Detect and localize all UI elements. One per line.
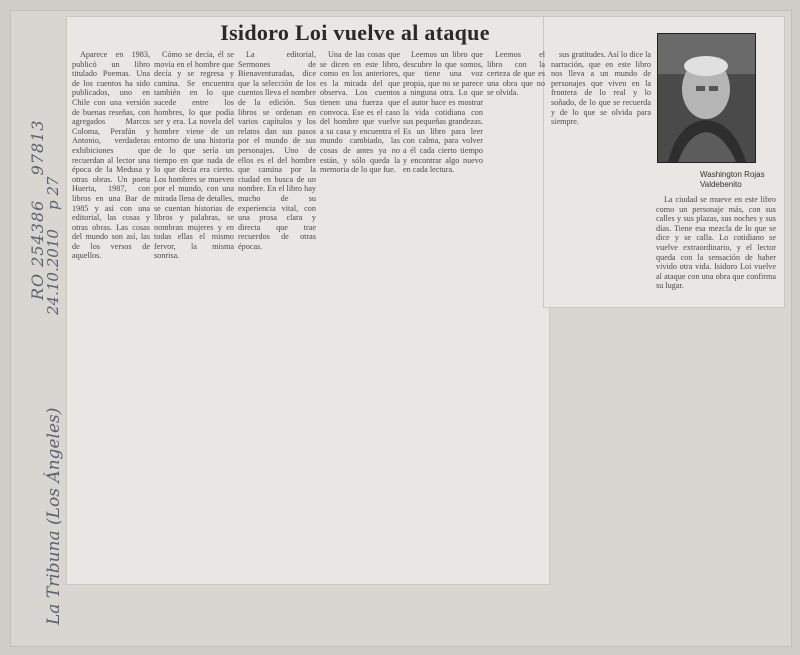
handwritten-ro-code: RO 254386 (28, 199, 47, 300)
article-column-7 (551, 50, 651, 300)
photo-caption (700, 170, 800, 190)
author-photo (657, 33, 756, 163)
handwritten-date: 24.10.2010 (44, 229, 62, 315)
article-column-5 (403, 50, 483, 580)
handwritten-page: p 27 (44, 176, 62, 211)
article-column-2 (154, 50, 234, 580)
article-headline: Isidoro Loi vuelve al ataque (220, 20, 490, 45)
handwritten-publication: La Tribuna (Los Ángeles) (44, 407, 64, 625)
column-text: sus gratitudes. Así lo dice la narración, que en este libro nos lleva a un mundo de personajes que viven en la frontera de lo real y lo soñado, de lo que se recuerda y de lo que se olvida para siempre. (551, 50, 651, 127)
caption-line-1: Washington Rojas (700, 170, 765, 179)
portrait-image (658, 34, 755, 162)
column-text: Leemos un libro que descubre lo que somos, que tiene una voz propia, que no se parece a ninguna otra. Lo que el autor hace es mostrar la vida cotidiana con sus pequeñas grandezas. Es un libro para leer con calma, para volver a él cada cierto tiempo y encontrar algo nuevo en cada lectura. (403, 50, 483, 175)
column-text: La editorial, Sermones de Bienaventuradas, dice que la selección de los cuentos lleva el nombre de la edición. Sus libros se ordenan en varios capítulos y los relatos dan sus pasos por el mundo de sus personajes. Uno de ellos es el del hombre que camina por la ciudad en busca de un nombre. En el libro hay mucho de su experiencia vital, con una prosa clara y directa que trae recuerdos de otras épocas. (238, 50, 316, 251)
article-column-6 (487, 50, 545, 310)
column-text: Leemos el libro con la certeza de que es una obra que no se olvida. (487, 50, 545, 98)
article-column-8 (656, 195, 776, 305)
handwritten-number: 97813 (28, 119, 47, 176)
column-text: Cómo se decía, él se movía en el hombre que decía y se regresa y camina. Se encuentra también en lo que sucede entre los hombres, lo que podía ser y era. La novela del hombre viene de un entorno de una historia de lo que sería un tiempo en que nada de lo que decía era cierto. Los hombres se mueven por el mundo, con una mirada llena de detalles, se cuentan historias de libros y palabras, se nombran mujeres y en todas ellas el mismo fervor, la misma sonrisa. (154, 50, 234, 261)
handwritten-date-line (44, 177, 62, 315)
article-column-1 (72, 50, 150, 580)
column-text: La ciudad se mueve en este libro como un personaje más, con sus calles y sus plazas, sus noches y sus días. Tiene esa mezcla de lo que se dice y se calla. Lo cotidiano se vuelve extraordinario, y el lector queda con la sensación de haber vivido otra vida. Isidoro Loi vuelve al ataque con una obra que confirma su lugar. (656, 195, 776, 291)
column-text: Una de las cosas que se dicen en este libro, como en los anteriores, es la mirada del que observa. Los cuentos tienen una fuerza que convoca. Ese es el caso del hombre que vuelve a su casa y encuentra el mundo cambiado, las cosas de antes ya no están, y sólo queda la memoria de lo que fue. (320, 50, 400, 175)
article-column-3 (238, 50, 316, 580)
caption-line-2: Valdebenito (700, 180, 742, 189)
column-text: Aparece en 1983, publicó un libro titulado Poemas. Una de los cuentos ha sido publicados, uno en Chile con una versión de buenas reseñas, con agregados Marcos Coloma, Perafán y Antonio, verdaderas exhibiciones que recuerdan al lector una época de la Medusa y otras obras. Un poeta Huerta, 1987, con libros en una Bar de 1985 y así con una editorial, las cosas y otras obras. Las cosas del mundo son así, las de los versos de aquellos. (72, 50, 150, 261)
article-column-4 (320, 50, 400, 580)
